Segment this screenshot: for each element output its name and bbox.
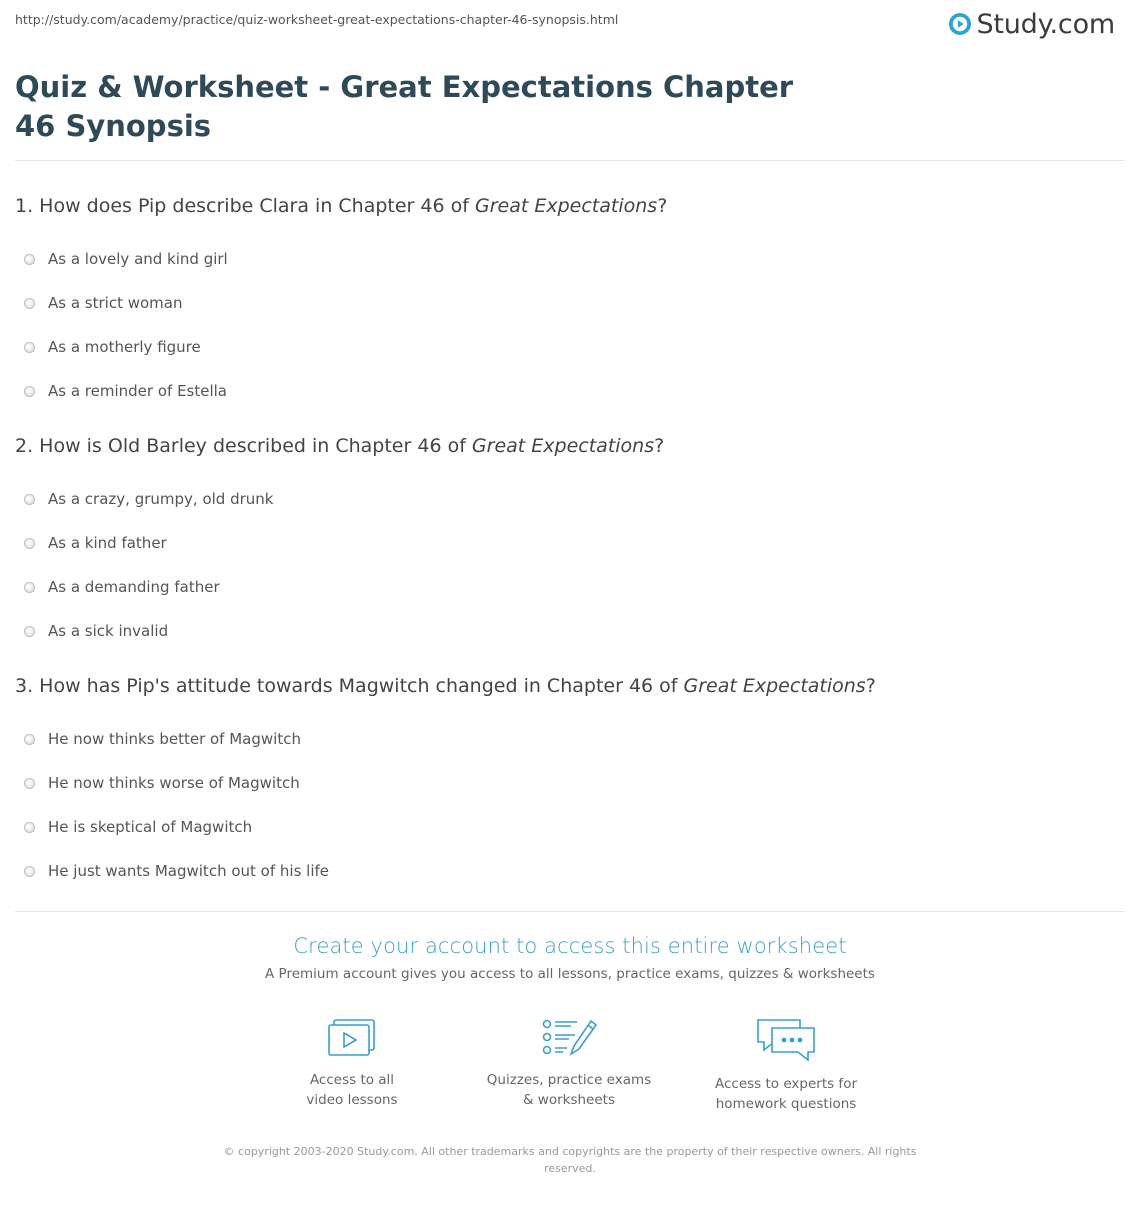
radio-button-icon[interactable] xyxy=(24,538,35,549)
title-divider xyxy=(15,160,1125,161)
page-url[interactable]: http://study.com/academy/practice/quiz-worksheet-great-expectations-chapter-46-synopsis.html xyxy=(15,12,619,27)
question-2-options xyxy=(15,477,1115,653)
feature-video-lessons xyxy=(252,1016,452,1110)
radio-button-icon[interactable] xyxy=(24,778,35,789)
radio-button-icon[interactable] xyxy=(24,386,35,397)
premium-cta xyxy=(0,934,1140,982)
answer-label: As a sick invalid xyxy=(48,622,169,640)
answer-option[interactable] xyxy=(15,717,1115,761)
feature-label-line: homework questions xyxy=(715,1096,857,1112)
question-3-prefix: 3. How has Pip's attitude towards Magwitch changed in Chapter 46 of xyxy=(15,675,684,697)
feature-label-line: video lessons xyxy=(306,1092,398,1108)
question-2 xyxy=(15,434,1115,653)
create-account-link[interactable]: Create your account to access this entire worksheet xyxy=(293,934,847,958)
answer-option[interactable] xyxy=(15,761,1115,805)
radio-button-icon[interactable] xyxy=(24,822,35,833)
feature-label-line: Access to all xyxy=(309,1072,395,1088)
answer-label: As a strict woman xyxy=(48,294,183,312)
answer-label: He now thinks worse of Magwitch xyxy=(48,774,300,792)
radio-button-icon[interactable] xyxy=(24,734,35,745)
top-bar xyxy=(0,0,1140,50)
radio-button-icon[interactable] xyxy=(24,254,35,265)
answer-option[interactable] xyxy=(15,805,1115,849)
video-lesson-icon xyxy=(326,1016,378,1060)
radio-button-icon[interactable] xyxy=(24,494,35,505)
answer-label: As a reminder of Estella xyxy=(48,382,227,400)
radio-button-icon[interactable] xyxy=(24,342,35,353)
question-1-prefix: 1. How does Pip describe Clara in Chapter 46 of xyxy=(15,195,475,217)
question-3-options xyxy=(15,717,1115,893)
chat-bubbles-icon xyxy=(754,1016,818,1064)
answer-label: He is skeptical of Magwitch xyxy=(48,818,253,836)
premium-description: A Premium account gives you access to all lessons, practice exams, quizzes & worksheets xyxy=(265,966,875,982)
answer-option[interactable] xyxy=(15,477,1115,521)
answer-option[interactable] xyxy=(15,609,1115,653)
answer-option[interactable] xyxy=(15,237,1115,281)
feature-quizzes xyxy=(469,1016,669,1110)
play-circle-icon xyxy=(948,12,972,36)
copyright-footer: © copyright 2003-2020 Study.com. All other trademarks and copyrights are the property of their respective owners. All rights reserved. xyxy=(223,1145,917,1175)
question-1-options xyxy=(15,237,1115,413)
answer-option[interactable] xyxy=(15,281,1115,325)
question-1 xyxy=(15,194,1115,413)
question-2-text xyxy=(15,434,1115,458)
feature-experts xyxy=(686,1016,886,1114)
radio-button-icon[interactable] xyxy=(24,626,35,637)
logo-text: Study.com xyxy=(976,8,1115,40)
answer-option[interactable] xyxy=(15,849,1115,893)
answer-label: He just wants Magwitch out of his life xyxy=(48,862,330,880)
feature-label-line: Quizzes, practice exams xyxy=(486,1072,652,1088)
question-1-suffix: ? xyxy=(657,195,668,217)
answer-option[interactable] xyxy=(15,325,1115,369)
answer-label: As a kind father xyxy=(48,534,167,552)
quiz-checklist-icon xyxy=(541,1016,597,1060)
questions-divider xyxy=(15,911,1125,912)
answer-label: As a demanding father xyxy=(48,578,220,596)
question-1-book-title: Great Expectations xyxy=(474,195,658,217)
feature-label-line: & worksheets xyxy=(522,1092,615,1108)
answer-label: He now thinks better of Magwitch xyxy=(48,730,301,748)
answer-option[interactable] xyxy=(15,369,1115,413)
question-3-book-title: Great Expectations xyxy=(683,675,866,697)
question-3-text xyxy=(15,674,1115,698)
answer-label: As a crazy, grumpy, old drunk xyxy=(48,490,274,508)
radio-button-icon[interactable] xyxy=(24,582,35,593)
answer-option[interactable] xyxy=(15,521,1115,565)
question-1-text xyxy=(15,194,1115,218)
question-2-prefix: 2. How is Old Barley described in Chapter 46 of xyxy=(15,435,472,457)
question-3-suffix: ? xyxy=(865,675,876,697)
radio-button-icon[interactable] xyxy=(24,298,35,309)
question-2-suffix: ? xyxy=(654,435,665,457)
question-2-book-title: Great Expectations xyxy=(471,435,655,457)
answer-label: As a lovely and kind girl xyxy=(48,250,228,268)
page-title: Quiz & Worksheet - Great Expectations Chapter 46 Synopsis xyxy=(15,70,794,143)
radio-button-icon[interactable] xyxy=(24,866,35,877)
answer-label: As a motherly figure xyxy=(48,338,201,356)
question-3 xyxy=(15,674,1115,893)
study-logo[interactable] xyxy=(948,6,1115,42)
feature-label-line: Access to experts for xyxy=(714,1076,857,1092)
answer-option[interactable] xyxy=(15,565,1115,609)
